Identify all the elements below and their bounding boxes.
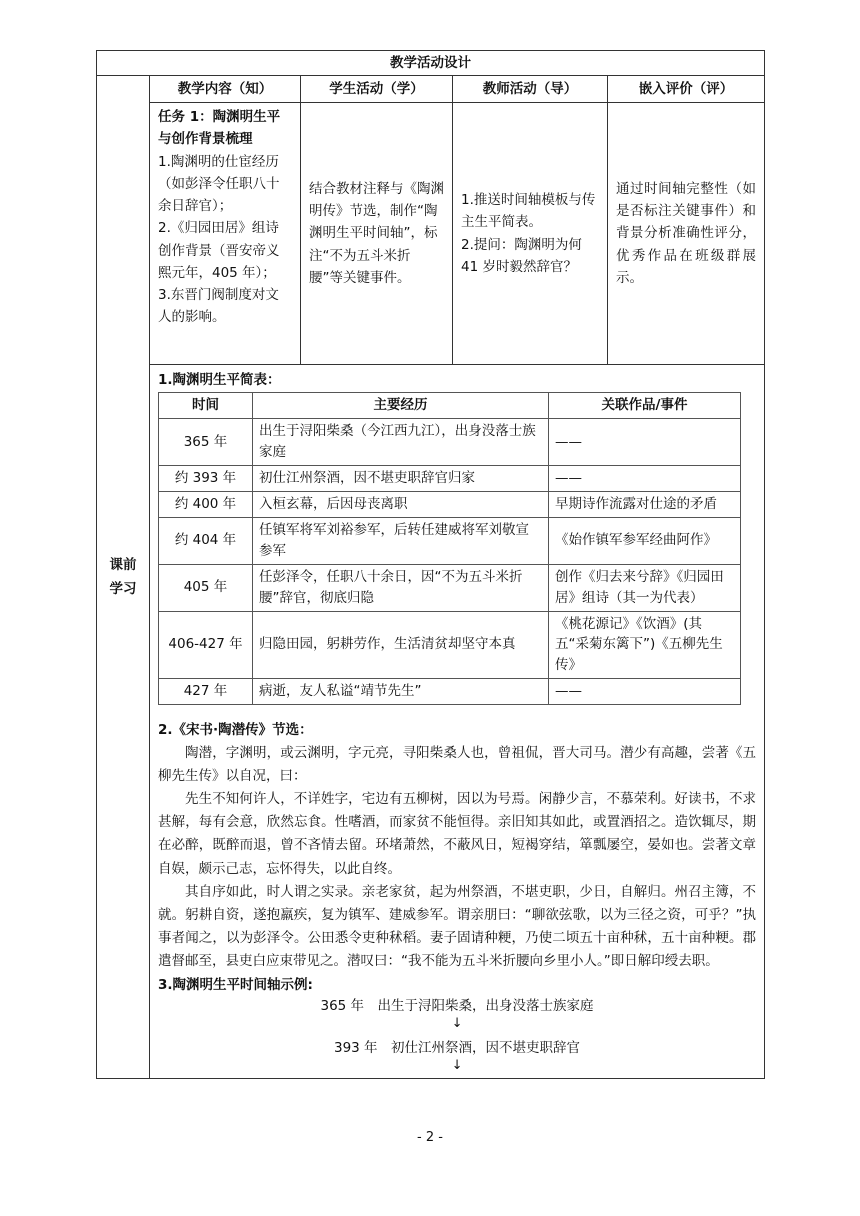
life-time-cell: 约 400 年: [159, 491, 253, 517]
life-exp-cell: 初仕江州祭酒，因不堪吏职辞官归家: [253, 466, 549, 492]
materials-cell: [150, 365, 765, 1079]
life-time-cell: 365 年: [159, 419, 253, 466]
side-label: 课前学习: [109, 556, 137, 597]
student-activity-cell: [301, 103, 453, 365]
teacher-activity-2: 2.提问：陶渊明为何 41 岁时毅然辞官？: [461, 236, 582, 275]
section2-title: 2.《宋书·陶潜传》节选：: [158, 722, 313, 739]
life-time-cell: 427 年: [159, 679, 253, 705]
evaluation-cell: [608, 103, 765, 365]
life-work-cell: 《始作镇军参军经曲阿作》: [549, 517, 741, 564]
table-row: [159, 419, 741, 466]
table-row: [159, 679, 741, 705]
task-content-cell: [150, 103, 301, 365]
table-row: [159, 564, 741, 611]
life-exp-cell: 出生于浔阳柴桑（今江西九江），出身没落士族家庭: [253, 419, 549, 466]
side-label-cell: [97, 76, 150, 1079]
table-row: [159, 466, 741, 492]
life-work-cell: 早期诗作流露对仕途的矛盾: [549, 491, 741, 517]
down-arrow-icon: ↓: [451, 1058, 463, 1074]
life-work-cell: 创作《归去来兮辞》《归园田居》组诗（其一为代表）: [549, 564, 741, 611]
excerpt-paragraph-3: 其自序如此，时人谓之实录。亲老家贫，起为州祭酒，不堪吏职，少日，自解归。州召主簿，不就。躬耕自资，遂抱羸疾，复为镇军、建威参军。谓亲朋曰：“聊欲弦歌，以为三径之资，可乎？”执事者闻之，以为彭泽令。公田悉令吏种秫稻。妻子固请种粳，乃使二顷五十亩种秫，五十亩种粳。郡遣督邮至，县吏白应束带见之。潜叹曰：“我不能为五斗米折腰向乡里小人。”即日解印绶去职。: [158, 883, 757, 970]
life-header-work: 关联作品/事件: [549, 393, 741, 419]
life-exp-cell: 归隐田园，躬耕劳作，生活清贫却坚守本真: [253, 611, 549, 679]
header-student: 学生活动（学）: [301, 76, 453, 103]
table-row: [159, 517, 741, 564]
life-exp-cell: 任镇军将军刘裕参军，后转任建威将军刘敬宣参军: [253, 517, 549, 564]
task-content-3: 3.东晋门阀制度对文人的影响。: [158, 287, 279, 326]
table-row: [159, 491, 741, 517]
teacher-activity-cell: [453, 103, 608, 365]
teacher-activity-1: 1.推送时间轴模板与传主生平简表。: [461, 191, 596, 231]
life-exp-cell: 任彭泽令，任职八十余日，因“不为五斗米折腰”辞官，彻底归隐: [253, 564, 549, 611]
life-exp-cell: 病逝，友人私谥“靖节先生”: [253, 679, 549, 705]
evaluation-text: 通过时间轴完整性（如是否标注关键事件）和背景分析准确性评分，优秀作品在班级群展示。: [616, 180, 757, 286]
life-time-cell: 约 404 年: [159, 517, 253, 564]
page-number: - 2 -: [417, 1130, 443, 1145]
life-exp-cell: 入桓玄幕，后因母丧离职: [253, 491, 549, 517]
table-row: [159, 611, 741, 679]
section3-title: 3.陶渊明生平时间轴示例:: [158, 976, 313, 993]
life-work-cell: ——: [549, 679, 741, 705]
task-content-2: 2.《归园田居》组诗创作背景（晋安帝义熙元年，405 年）；: [158, 220, 280, 281]
header-teacher: 教师活动（导）: [453, 76, 608, 103]
life-time-cell: 405 年: [159, 564, 253, 611]
header-evaluation: 嵌入评价（评）: [608, 76, 765, 103]
life-header-exp: 主要经历: [253, 393, 549, 419]
life-table: [158, 392, 741, 705]
header-content: 教学内容（知）: [150, 76, 301, 103]
table-title: 教学活动设计: [97, 51, 765, 76]
life-work-cell: 《桃花源记》《饮酒》(其五“采菊东篱下”)《五柳先生传》: [549, 611, 741, 679]
section1-title: 1.陶渊明生平简表：: [158, 372, 281, 388]
life-time-cell: 约 393 年: [159, 466, 253, 492]
task-title: 任务 1：陶渊明生平与创作背景梳理: [158, 109, 281, 148]
lesson-design-table: [96, 50, 765, 1079]
down-arrow-icon: ↓: [451, 1016, 463, 1032]
life-header-time: 时间: [159, 393, 253, 419]
excerpt-paragraph-2: 先生不知何许人，不详姓字，宅边有五柳树，因以为号焉。闲静少言，不慕荣利。好读书，不求甚解，每有会意，欣然忘食。性嗜酒，而家贫不能恒得。亲旧知其如此，或置酒招之。造饮辄尽，期在必醉，既醉而退，曾不吝情去留。环堵萧然，不蔽风日，短褐穿结，箪瓢屡空，晏如也。尝著文章自娱，颇示己志，忘怀得失，以此自终。: [158, 790, 757, 877]
life-work-cell: ——: [549, 419, 741, 466]
timeline-item-1: 365 年 出生于浔阳柴桑，出身没落士族家庭: [320, 997, 594, 1014]
excerpt-paragraph-1: 陶潜，字渊明，或云渊明，字元亮，寻阳柴桑人也，曾祖侃，晋大司马。潜少有高趣，尝著《五柳先生传》以自况，曰：: [158, 744, 757, 784]
task-content-1: 1.陶渊明的仕宦经历（如彭泽令任职八十余日辞官）；: [158, 153, 280, 215]
life-work-cell: ——: [549, 466, 741, 492]
life-time-cell: 406-427 年: [159, 611, 253, 679]
student-activity: 结合教材注释与《陶渊明传》节选，制作“陶渊明生平时间轴”，标注“不为五斗米折腰”等关键事件。: [309, 180, 444, 286]
timeline-item-2: 393 年 初仕江州祭酒，因不堪吏职辞官: [333, 1039, 581, 1056]
